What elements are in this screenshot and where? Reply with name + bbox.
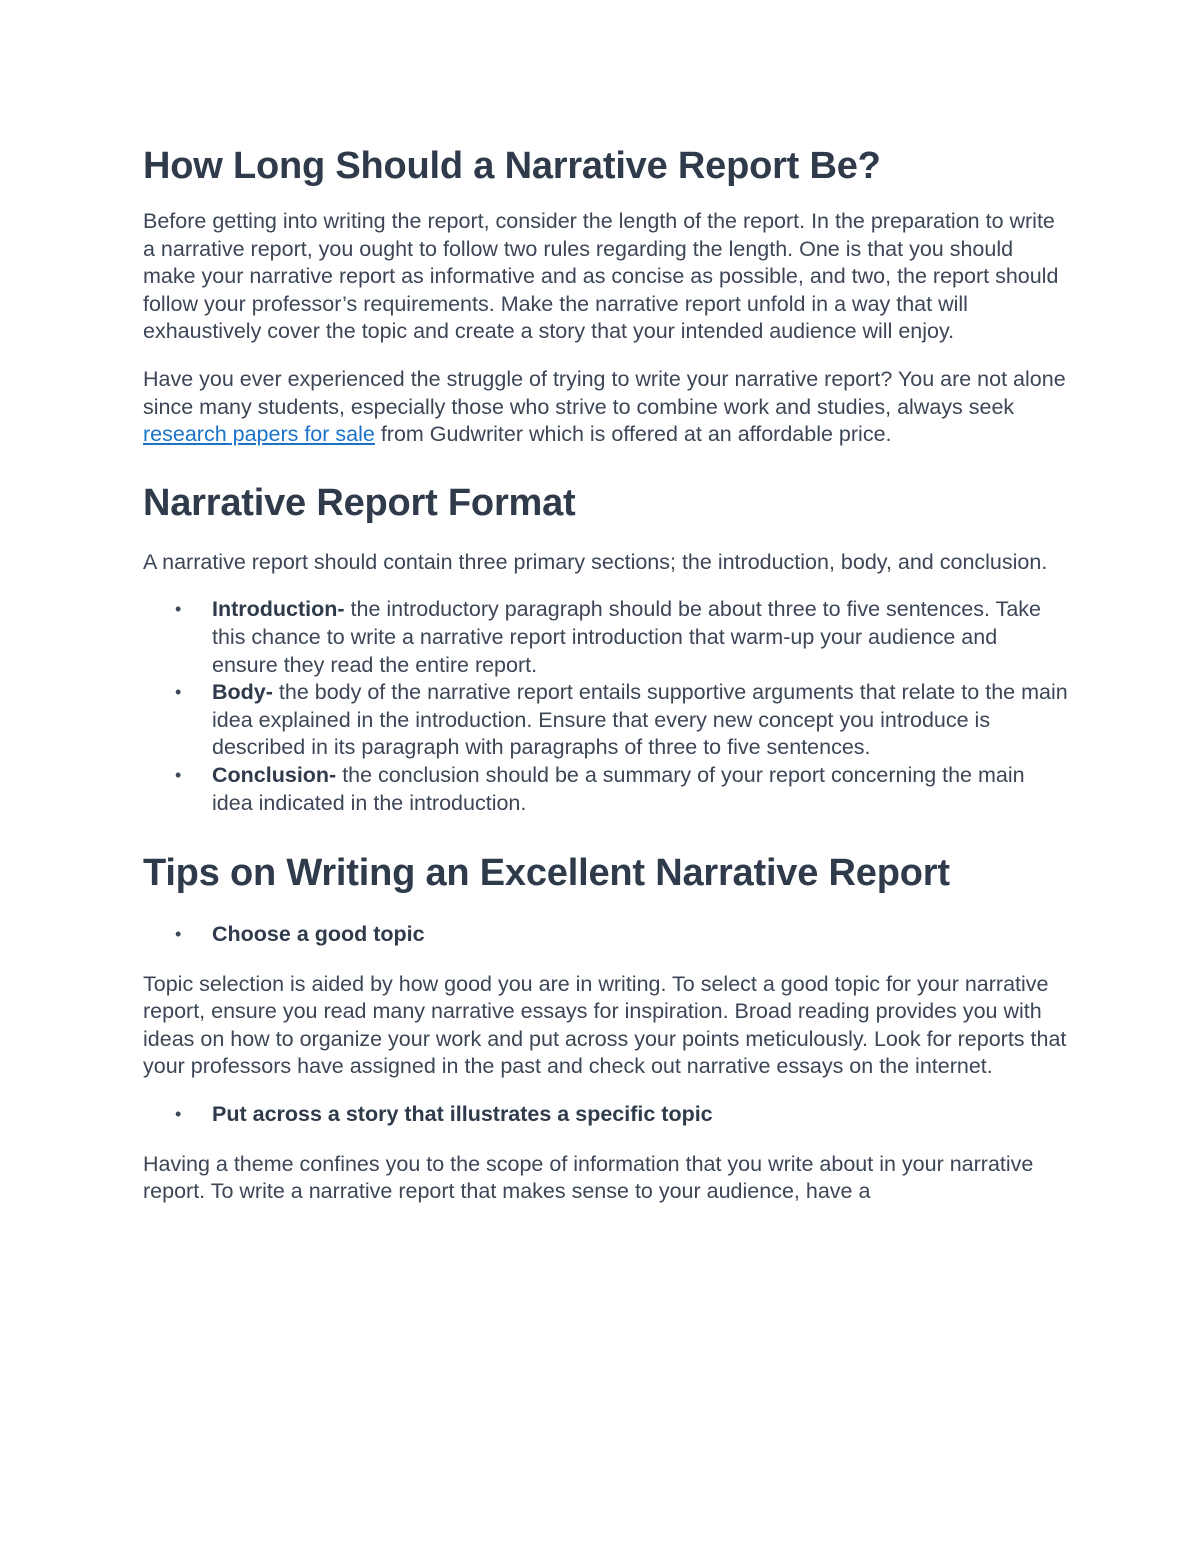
bullet-icon: •: [175, 1104, 182, 1125]
term-body: Body-: [212, 680, 273, 705]
bullet-icon: •: [175, 924, 182, 945]
bullet-icon: •: [175, 764, 182, 785]
tip-story-list: [143, 1101, 1068, 1129]
paragraph-length-rules: Before getting into writing the report, consider the length of the report. In the preparation to write a narrative report, you ought to follow two rules regarding the length. One is that you should make your narrative report as informative and as concise as possible, and two, the report should follow your professor’s requirements. Make the narrative report unfold in a way that will exhaustively cover the topic and create a story that your intended audience will enjoy.: [143, 209, 1059, 344]
paragraph-format-intro: A narrative report should contain three primary sections; the introduction, body, and conclusion.: [143, 549, 1048, 574]
desc-conclusion: the conclusion should be a summary of your report concerning the main idea indicated in the introduction.: [212, 762, 1025, 815]
tip-choose-topic-list: [143, 921, 1068, 949]
list-item-body: [143, 679, 1068, 762]
bullet-icon: •: [175, 682, 182, 703]
paragraph-theme: Having a theme confines you to the scope of information that you write about in your narrative report. To write a narrative report that makes sense to your audience, have a: [143, 1151, 1034, 1204]
list-item-introduction: [143, 596, 1068, 679]
term-introduction: Introduction-: [212, 597, 345, 622]
paragraph-struggle-text-a: Have you ever experienced the struggle of trying to write your narrative report? You are not alone since many students, especially those who strive to combine work and studies, always seek: [143, 366, 1066, 419]
list-item-conclusion: [143, 762, 1068, 817]
desc-body: the body of the narrative report entails supportive arguments that relate to the main idea explained in the introduction. Ensure that every new concept you introduce is described in its paragraph with paragraphs of three to five sentences.: [212, 680, 1068, 760]
heading-format: Narrative Report Format: [143, 481, 576, 524]
tip-story: [143, 1101, 1068, 1129]
tip-story-title: Put across a story that illustrates a specific topic: [212, 1102, 713, 1127]
term-conclusion: Conclusion-: [212, 762, 337, 787]
tip-choose-topic-title: Choose a good topic: [212, 922, 425, 947]
heading-tips: Tips on Writing an Excellent Narrative Report: [143, 852, 950, 895]
document-page: [143, 140, 1068, 1226]
heading-how-long: How Long Should a Narrative Report Be?: [143, 145, 881, 187]
research-papers-link[interactable]: research papers for sale: [143, 422, 375, 447]
paragraph-struggle: [143, 366, 1068, 449]
tip-choose-topic: [143, 921, 1068, 949]
format-section-list: [143, 596, 1068, 817]
paragraph-topic-selection: Topic selection is aided by how good you are in writing. To select a good topic for your narrative report, ensure you read many narrative essays for inspiration. Broad reading provides you with ideas on how to organize your work and put across your points meticulously. Look for reports that your professors have assigned in the past and check out narrative essays on the internet.: [143, 971, 1067, 1079]
bullet-icon: •: [175, 599, 182, 620]
paragraph-struggle-text-b: from Gudwriter which is offered at an affordable price.: [374, 422, 892, 447]
desc-introduction: the introductory paragraph should be about three to five sentences. Take this chance to write a narrative report introduction that warm-up your audience and ensure they read the entire report.: [212, 597, 1041, 677]
